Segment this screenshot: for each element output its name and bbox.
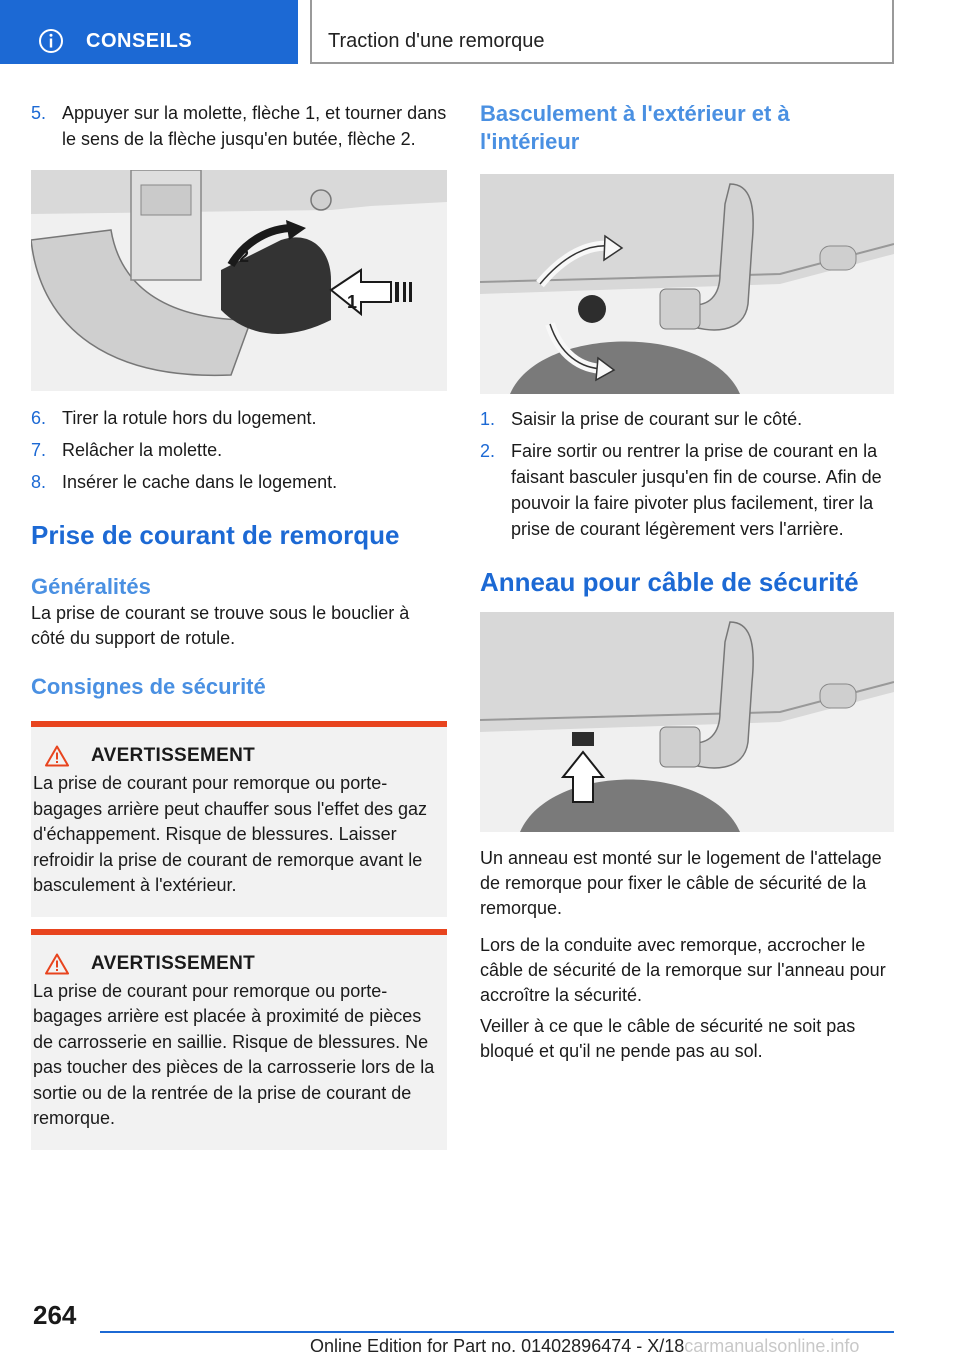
footer-watermark: carmanualsonline.info (684, 1336, 860, 1356)
arrow-2-label: 2 (239, 246, 250, 266)
step-text: Insérer le cache dans le logement. (62, 472, 338, 492)
step-text: Tirer la rotule hors du logement. (62, 408, 317, 428)
footer-divider (100, 1331, 894, 1333)
step-number: 6. (31, 408, 47, 428)
warning-box-2 (31, 929, 447, 1150)
chapter-title: Traction d'une remorque (328, 30, 545, 52)
ring-illustration (480, 612, 894, 832)
section-tab-label: CONSEILS (86, 30, 193, 52)
page-number: 264 (33, 1300, 77, 1330)
figure-unlock-knob (31, 170, 447, 391)
warning-triangle-icon (45, 745, 69, 767)
section-title-anneau: Anneau pour câble de sécurité (480, 567, 859, 597)
step-text: Appuyer sur la molette, flèche 1, et tourner dans le sens de la flèche jusqu'en butée, flèche 2. (62, 103, 447, 149)
step-text: Faire sortir ou rentrer la prise de courant en la faisant basculer jusqu'en fin de course. Afin de pouvoir la faire pivoter plus facilement, tirer la prise de courant légèrement vers l'arrière. (511, 441, 882, 539)
knob-illustration (31, 170, 447, 391)
warning-title: AVERTISSEMENT (91, 952, 256, 974)
right-column (480, 100, 894, 1064)
step-number: 2. (480, 441, 496, 461)
section-tab (0, 0, 298, 64)
step-7 (31, 437, 447, 463)
left-column (31, 100, 447, 1150)
step-8 (31, 469, 447, 495)
warning-triangle-icon (45, 953, 69, 975)
step-1 (480, 406, 894, 432)
step-number: 1. (480, 409, 496, 429)
step-text: Saisir la prise de courant sur le côté. (511, 409, 803, 429)
generalites-text: La prise de courant se trouve sous le bouclier à côté du support de rotule. (31, 603, 410, 648)
subsection-title-generalites: Généralités (31, 574, 151, 599)
info-icon (38, 28, 64, 54)
step-number: 5. (31, 103, 47, 123)
warning-box-1 (31, 721, 447, 917)
section-title: Prise de courant de remorque (31, 520, 400, 550)
step-number: 8. (31, 472, 47, 492)
step-5 (31, 100, 447, 152)
anneau-paragraph-2: Lors de la conduite avec remorque, accrocher le câble de sécurité de la remorque sur l'anneau pour accroître la sécurité. (480, 935, 886, 1005)
footer-edition-text: Online Edition for Part no. 01402896474 - X/18 (310, 1336, 685, 1356)
warning-text: La prise de courant pour remorque ou porte-bagages arrière est placée à proximité de pièces de carrosserie en saillie. Risque de blessures. Ne pas toucher des pièces de la carrosserie lors de la sortie ou de la rentrée de la prise de courant de remorque. (33, 980, 435, 1128)
step-6 (31, 405, 447, 431)
anneau-paragraph-3: Veiller à ce que le câble de sécurité ne soit pas bloqué et qu'il ne pende pas au sol. (480, 1016, 856, 1061)
footer-edition (310, 1336, 859, 1357)
warning-text: La prise de courant pour remorque ou porte-bagages arrière peut chauffer sous l'effet des gaz d'échappement. Risque de blessures. Laisser refroidir la prise de courant de remorque avant le basculement à l'extérieur. (33, 773, 428, 895)
subsection-title-consignes: Consignes de sécurité (31, 674, 266, 699)
warning-title: AVERTISSEMENT (91, 745, 256, 766)
chapter-title-box (310, 0, 894, 64)
anneau-paragraph-1: Un anneau est monté sur le logement de l'attelage de remorque pour fixer le câble de sécurité de la remorque. (480, 848, 882, 918)
step-2 (480, 438, 894, 542)
subsection-title-basculement: Basculement à l'extérieur et à l'intérieur (480, 101, 790, 154)
swing-illustration (480, 174, 894, 394)
figure-swing-socket (480, 174, 894, 394)
step-number: 7. (31, 440, 47, 460)
step-text: Relâcher la molette. (62, 440, 223, 460)
arrow-1-label: 1 (347, 292, 358, 312)
figure-safety-ring (480, 612, 894, 832)
